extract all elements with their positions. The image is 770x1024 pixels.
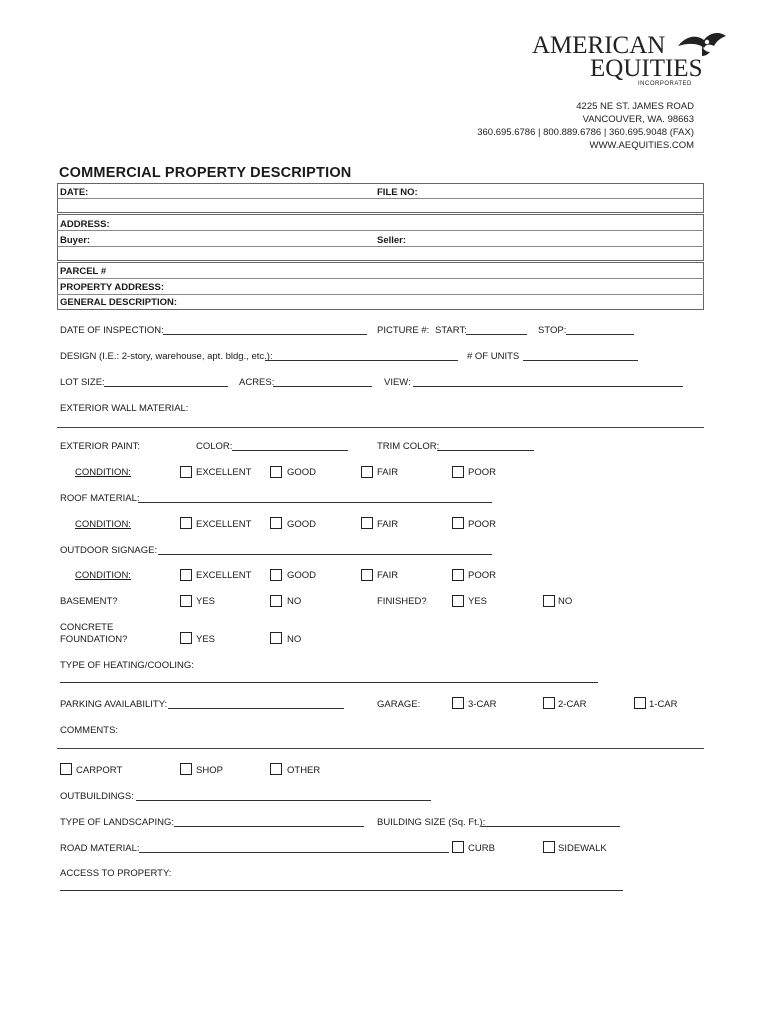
outbuildings-field[interactable] bbox=[136, 800, 431, 801]
shop-label: SHOP bbox=[196, 765, 223, 776]
other-label: OTHER bbox=[287, 765, 321, 776]
fair-label-2: FAIR bbox=[377, 519, 399, 530]
car3-label: 3-CAR bbox=[468, 699, 497, 710]
fair-label-1: FAIR bbox=[377, 467, 399, 478]
basement-yes-label: YES bbox=[196, 596, 216, 607]
access-field[interactable] bbox=[60, 890, 623, 891]
fair-checkbox-1[interactable] bbox=[361, 466, 373, 478]
heating-label: TYPE OF HEATING/COOLING: bbox=[60, 660, 194, 671]
finished-label: FINISHED? bbox=[377, 596, 427, 607]
signage-label: OUTDOOR SIGNAGE: bbox=[60, 545, 158, 556]
comments-label: COMMENTS: bbox=[60, 725, 119, 736]
concrete-label: CONCRETE bbox=[60, 622, 114, 633]
basement-no-checkbox[interactable] bbox=[270, 595, 282, 607]
finished-yes-checkbox[interactable] bbox=[452, 595, 464, 607]
finished-no-label: NO bbox=[558, 596, 573, 607]
address-web: WWW.AEQUITIES.COM bbox=[589, 140, 694, 151]
design-field[interactable] bbox=[265, 360, 458, 361]
landscaping-label: TYPE OF LANDSCAPING: bbox=[60, 817, 175, 828]
file-no-label: FILE NO: bbox=[377, 187, 418, 198]
building-size-field[interactable] bbox=[481, 826, 620, 827]
units-field[interactable] bbox=[523, 360, 638, 361]
address-street: 4225 NE ST. JAMES ROAD bbox=[576, 101, 694, 112]
sidewalk-checkbox[interactable] bbox=[543, 841, 555, 853]
road-label: ROAD MATERIAL: bbox=[60, 843, 140, 854]
curb-checkbox[interactable] bbox=[452, 841, 464, 853]
poor-checkbox-2[interactable] bbox=[452, 517, 464, 529]
foundation-no-checkbox[interactable] bbox=[270, 632, 282, 644]
excellent-checkbox-1[interactable] bbox=[180, 466, 192, 478]
seller-label: Seller: bbox=[377, 235, 407, 246]
date-label: DATE: bbox=[60, 187, 89, 198]
date-inspection-label: DATE OF INSPECTION: bbox=[60, 325, 164, 336]
logo-line-american: AMERICAN bbox=[532, 32, 666, 59]
logo-line-equities: EQUITIES bbox=[590, 55, 703, 82]
parking-label: PARKING AVAILABILITY: bbox=[60, 699, 168, 710]
curb-label: CURB bbox=[468, 843, 495, 854]
acres-label: ACRES: bbox=[239, 377, 275, 388]
excellent-label-1: EXCELLENT bbox=[196, 467, 252, 478]
basement-yes-checkbox[interactable] bbox=[180, 595, 192, 607]
foundation-no-label: NO bbox=[287, 634, 302, 645]
page-title: COMMERCIAL PROPERTY DESCRIPTION bbox=[59, 165, 352, 181]
stop-label: STOP: bbox=[538, 325, 567, 336]
car1-label: 1-CAR bbox=[649, 699, 678, 710]
ext-wall-label: EXTERIOR WALL MATERIAL: bbox=[60, 403, 189, 414]
section-divider-1 bbox=[57, 427, 704, 428]
poor-checkbox-3[interactable] bbox=[452, 569, 464, 581]
color-label: COLOR: bbox=[196, 441, 233, 452]
finished-no-checkbox[interactable] bbox=[543, 595, 555, 607]
date-inspection-field[interactable] bbox=[163, 334, 367, 335]
building-size-label: BUILDING SIZE (Sq. Ft.): bbox=[377, 817, 486, 828]
landscaping-field[interactable] bbox=[174, 826, 364, 827]
address-label: ADDRESS: bbox=[60, 219, 110, 230]
foundation-yes-label: YES bbox=[196, 634, 216, 645]
sidewalk-label: SIDEWALK bbox=[558, 843, 607, 854]
good-checkbox-3[interactable] bbox=[270, 569, 282, 581]
poor-label-2: POOR bbox=[468, 519, 496, 530]
poor-checkbox-1[interactable] bbox=[452, 466, 464, 478]
parcel-label: PARCEL # bbox=[60, 266, 107, 277]
condition-label-2: CONDITION: bbox=[75, 519, 131, 530]
car1-checkbox[interactable] bbox=[634, 697, 646, 709]
poor-label-3: POOR bbox=[468, 570, 496, 581]
logo-line-incorporated: INCORPORATED bbox=[638, 81, 692, 87]
garage-label: GARAGE: bbox=[377, 699, 421, 710]
picture-label: PICTURE #: bbox=[377, 325, 430, 336]
road-field[interactable] bbox=[139, 852, 449, 853]
car3-checkbox[interactable] bbox=[452, 697, 464, 709]
excellent-label-2: EXCELLENT bbox=[196, 519, 252, 530]
ext-paint-label: EXTERIOR PAINT: bbox=[60, 441, 141, 452]
address-city: VANCOUVER, WA. 98663 bbox=[582, 114, 694, 125]
poor-label-1: POOR bbox=[468, 467, 496, 478]
outbuildings-label: OUTBUILDINGS: bbox=[60, 791, 134, 802]
general-description-label: GENERAL DESCRIPTION: bbox=[60, 297, 178, 308]
heating-field[interactable] bbox=[60, 682, 598, 683]
other-checkbox[interactable] bbox=[270, 763, 282, 775]
lot-size-field[interactable] bbox=[104, 386, 228, 387]
access-label: ACCESS TO PROPERTY: bbox=[60, 868, 172, 879]
basement-label: BASEMENT? bbox=[60, 596, 118, 607]
units-label: # OF UNITS bbox=[467, 351, 520, 362]
roof-field[interactable] bbox=[138, 502, 492, 503]
color-field[interactable] bbox=[232, 450, 348, 451]
fair-label-3: FAIR bbox=[377, 570, 399, 581]
property-address-label: PROPERTY ADDRESS: bbox=[60, 282, 164, 293]
fair-checkbox-3[interactable] bbox=[361, 569, 373, 581]
basement-no-label: NO bbox=[287, 596, 302, 607]
shop-checkbox[interactable] bbox=[180, 763, 192, 775]
lot-size-label: LOT SIZE: bbox=[60, 377, 105, 388]
foundation-yes-checkbox[interactable] bbox=[180, 632, 192, 644]
roof-label: ROOF MATERIAL: bbox=[60, 493, 140, 504]
good-label-3: GOOD bbox=[287, 570, 317, 581]
buyer-label: Buyer: bbox=[60, 235, 91, 246]
excellent-checkbox-2[interactable] bbox=[180, 517, 192, 529]
good-checkbox-2[interactable] bbox=[270, 517, 282, 529]
view-label: VIEW: bbox=[384, 377, 411, 388]
carport-checkbox[interactable] bbox=[60, 763, 72, 775]
excellent-label-3: EXCELLENT bbox=[196, 570, 252, 581]
good-checkbox-1[interactable] bbox=[270, 466, 282, 478]
parking-field[interactable] bbox=[168, 708, 344, 709]
trim-color-field[interactable] bbox=[437, 450, 534, 451]
acres-field[interactable] bbox=[273, 386, 372, 387]
condition-label-1: CONDITION: bbox=[75, 467, 131, 478]
section-divider-2 bbox=[57, 748, 704, 749]
company-logo bbox=[530, 32, 710, 88]
address-phones: 360.695.6786 | 800.889.6786 | 360.695.9048 (FAX) bbox=[477, 127, 694, 138]
finished-yes-label: YES bbox=[468, 596, 488, 607]
stop-field[interactable] bbox=[566, 334, 634, 335]
car2-label: 2-CAR bbox=[558, 699, 587, 710]
car2-checkbox[interactable] bbox=[543, 697, 555, 709]
excellent-checkbox-3[interactable] bbox=[180, 569, 192, 581]
condition-label-3: CONDITION: bbox=[75, 570, 131, 581]
view-field[interactable] bbox=[413, 386, 683, 387]
start-field[interactable] bbox=[466, 334, 527, 335]
carport-label: CARPORT bbox=[76, 765, 123, 776]
fair-checkbox-2[interactable] bbox=[361, 517, 373, 529]
good-label-1: GOOD bbox=[287, 467, 317, 478]
signage-field[interactable] bbox=[158, 554, 492, 555]
foundation-label: FOUNDATION? bbox=[60, 634, 128, 645]
design-label: DESIGN (I.E.: 2-story, warehouse, apt. bldg., etc.): bbox=[60, 351, 273, 362]
start-label: START: bbox=[435, 325, 467, 336]
good-label-2: GOOD bbox=[287, 519, 317, 530]
trim-color-label: TRIM COLOR: bbox=[377, 441, 440, 452]
